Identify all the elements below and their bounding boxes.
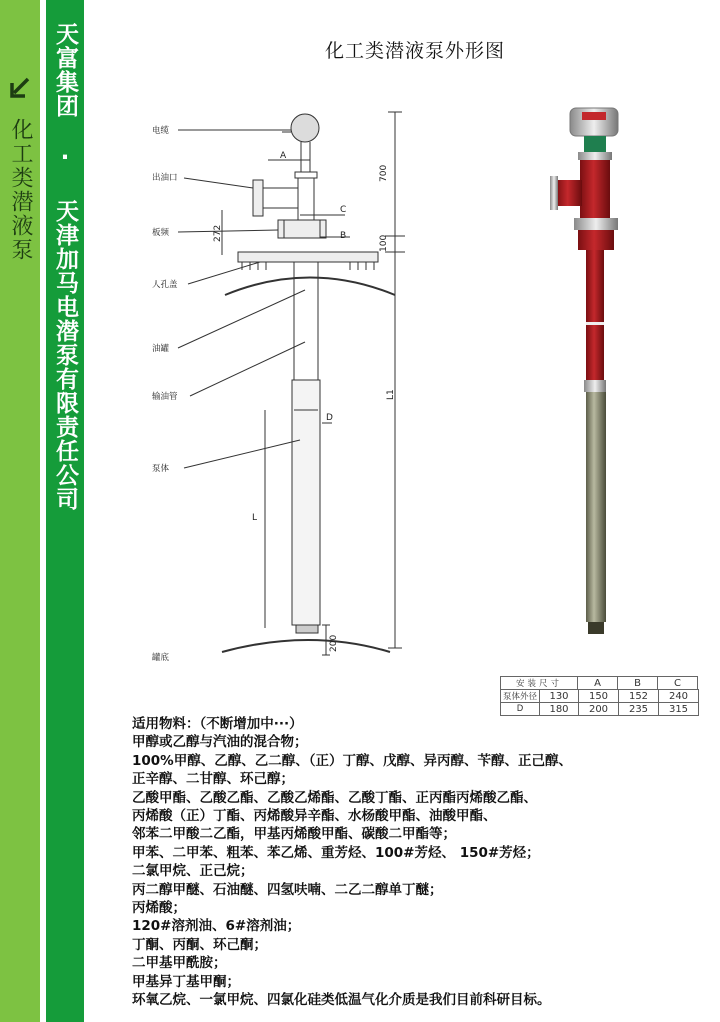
pump-body-shape xyxy=(292,380,320,625)
dim-d: D xyxy=(326,413,333,423)
table-row xyxy=(501,690,699,703)
label-cable: 电缆 xyxy=(152,126,170,136)
materials-line: 丁酮、丙酮、环己酮； xyxy=(132,936,267,953)
pump-product-photo xyxy=(548,100,638,645)
table-cell: C xyxy=(658,677,698,690)
dim-700: 700 xyxy=(379,164,389,182)
table-cell: A xyxy=(578,677,618,690)
tank-bottom-arc xyxy=(222,640,390,652)
pump-outline-drawing xyxy=(150,80,420,670)
table-cell: B xyxy=(618,677,658,690)
dim-c: C xyxy=(340,205,347,215)
table-cell: 安装尺寸 xyxy=(501,677,578,690)
page-title: 化工类潜液泵外形图 xyxy=(324,40,505,62)
dim-272: 272 xyxy=(213,224,223,242)
table-header-row xyxy=(501,677,698,690)
materials-line: 二甲基甲酰胺； xyxy=(132,955,227,972)
dim-l1: L1 xyxy=(386,389,396,400)
table-cell: 235 xyxy=(619,703,659,716)
materials-line: 甲苯、二甲苯、粗苯、苯乙烯、重芳烃、100#芳烃、 150#芳烃； xyxy=(132,844,540,861)
materials-line: 100%甲醇、乙醇、乙二醇、（正）丁醇、戊醇、异丙醇、苄醇、正己醇、 xyxy=(132,752,572,769)
table-cell: D xyxy=(501,703,540,716)
outlet-flange-shape xyxy=(253,180,263,216)
dim-b: B xyxy=(340,231,347,241)
materials-line: 邻苯二甲酸二乙酯，甲基丙烯酸甲酯、碳酸二甲酯等； xyxy=(132,826,456,843)
label-plate: 板频 xyxy=(152,228,170,238)
materials-line: 乙酸甲酯、乙酸乙酯、乙酸乙烯酯、乙酸丁酯、正丙酯丙烯酸乙酯、 xyxy=(132,789,537,806)
table-cell: 180 xyxy=(540,703,579,716)
dim-200: 200 xyxy=(329,634,339,652)
label-tank: 油罐 xyxy=(152,344,170,354)
table-row xyxy=(501,703,699,716)
cable-head-shape xyxy=(291,114,319,142)
arrow-down-left-icon xyxy=(6,74,34,102)
materials-line: 丙烯酸； xyxy=(132,900,186,917)
spec-table-body xyxy=(500,689,699,716)
dim-a: A xyxy=(280,151,287,161)
dim-l: L xyxy=(252,513,258,523)
materials-line: 丙烯酸（正）丁酯、丙烯酸异辛酯、水杨酸甲酯、油酸甲酯、 xyxy=(132,808,497,825)
materials-list xyxy=(132,715,712,1010)
top-flange-shape xyxy=(278,220,326,238)
materials-line: 甲醇或乙醇与汽油的混合物； xyxy=(132,734,308,751)
table-cell: 240 xyxy=(659,690,699,703)
label-manhole: 人孔盖 xyxy=(152,280,178,290)
sidebar-category: 化工类潜液泵 xyxy=(8,118,33,262)
spec-table xyxy=(500,676,698,690)
materials-line: 适用物料：（不断增加中···） xyxy=(132,716,303,732)
table-cell: 130 xyxy=(540,690,579,703)
materials-line: 二氯甲烷、正己烷； xyxy=(132,863,254,880)
dim-100: 100 xyxy=(379,234,389,252)
base-plate-shape xyxy=(238,252,378,262)
label-tank-bottom: 罐底 xyxy=(152,653,170,663)
materials-line: 甲基异丁基甲酮； xyxy=(132,973,240,990)
label-pipe: 输油管 xyxy=(152,392,178,402)
tank-top-arc xyxy=(225,278,395,296)
materials-line: 120#溶剂油、6#溶剂油； xyxy=(132,918,301,935)
table-cell: 200 xyxy=(579,703,619,716)
table-cell: 152 xyxy=(619,690,659,703)
label-outlet: 出油口 xyxy=(152,173,178,183)
company-name: 天富集团 · 天津加马电潜泵有限责任公司 xyxy=(52,22,78,511)
table-cell: 泵体外径 xyxy=(501,690,540,703)
table-cell: 150 xyxy=(579,690,619,703)
materials-line: 正辛醇、二甘醇、环己醇； xyxy=(132,771,294,788)
label-pump-body: 泵体 xyxy=(152,464,170,474)
materials-line: 丙二醇甲醚、石油醚、四氢呋喃、二乙二醇单丁醚； xyxy=(132,881,443,898)
materials-line: 环氧乙烷、一氯甲烷、四氯化硅类低温气化介质是我们目前科研目标。 xyxy=(132,992,551,1009)
table-cell: 315 xyxy=(659,703,699,716)
